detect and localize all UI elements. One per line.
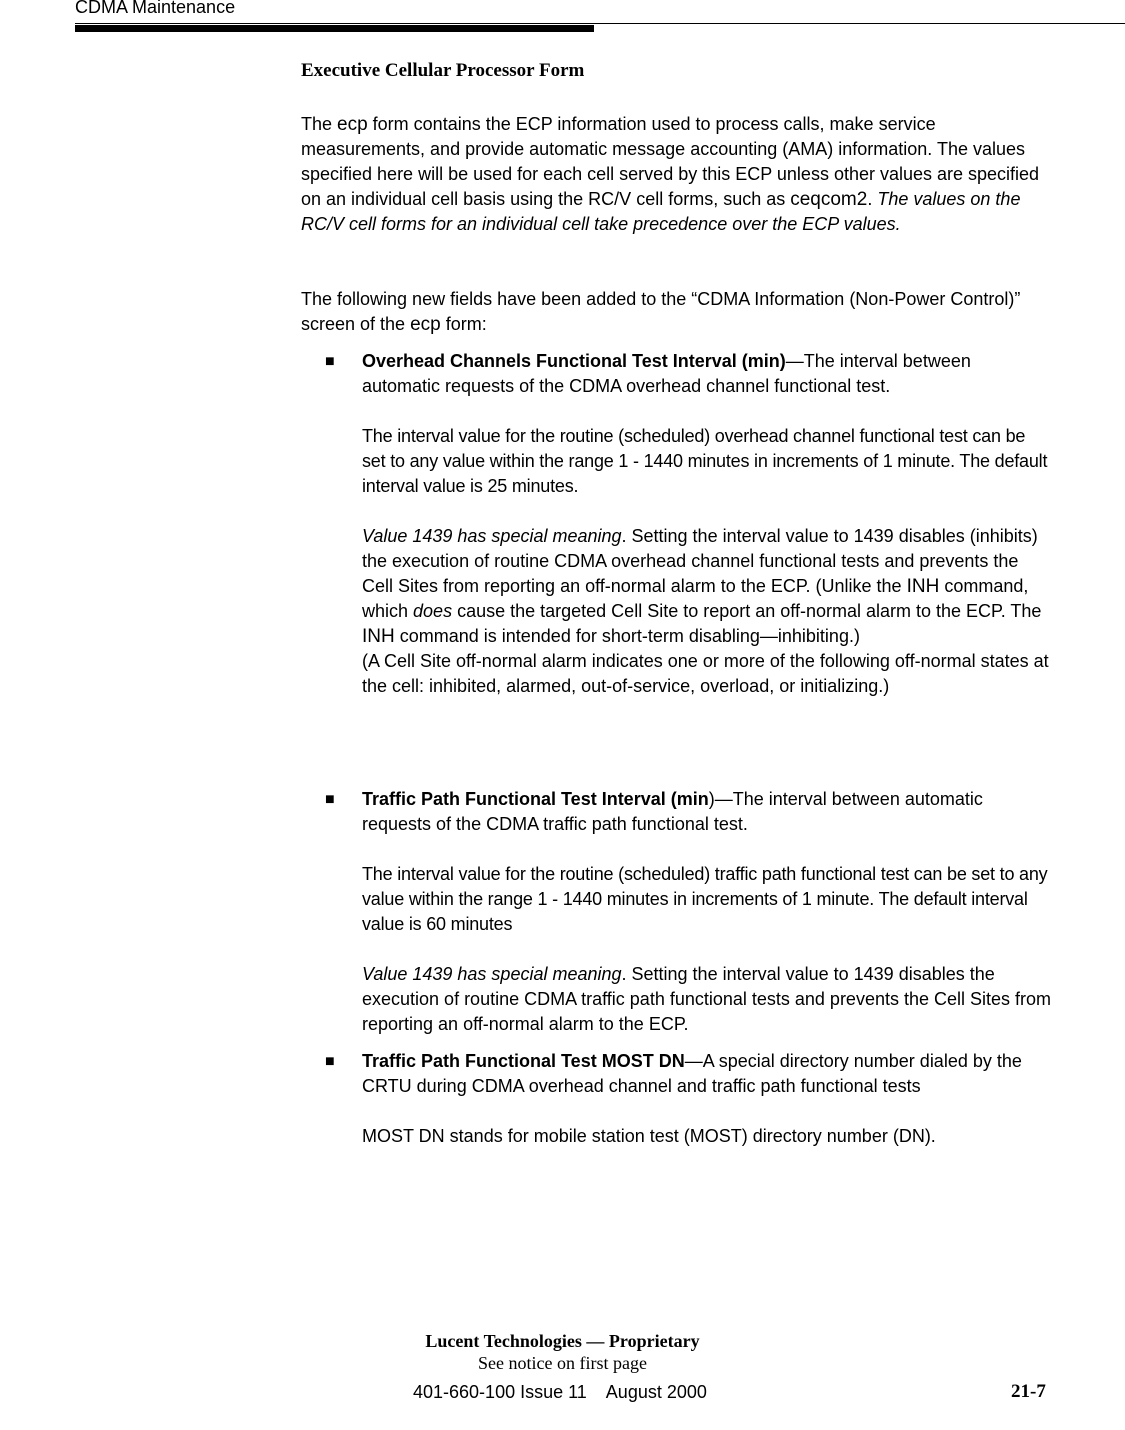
intro-text: . — [867, 189, 878, 209]
intro-emphasis: The values on the RC/V cell forms for an individual cell take precedence over the ECP values. — [301, 189, 1021, 234]
form-name: ecp — [337, 114, 368, 135]
intro-paragraph — [301, 112, 1061, 237]
page-number: 21-7 — [1011, 1381, 1046, 1402]
intro-text: form contains the ECP information used to process calls, make service measurements, and provide automatic message accounting (AMA) information. The values specified here will be used for each cell served by this ECP unless other values are specified on an individual cell basis using the RC/V cell forms, such as — [301, 114, 1040, 209]
paragraph-text: . Setting the interval value to 1439 disables (inhibits) the execution of routine CDMA overhead channel functional tests and prevents the Cell Sites from reporting an off-normal alarm to the ECP. (Unlike the — [362, 526, 1038, 596]
bullet-square-icon: ■ — [325, 791, 335, 808]
paragraph-text: . Setting the interval value to 1439 disables the execution of routine CDMA traffic path functional tests and prevents the Cell Sites from reporting an off-normal alarm to the ECP. — [362, 964, 1052, 1034]
field-name: Traffic Path Functional Test Interval (min — [362, 789, 709, 809]
paragraph-text: command, which — [362, 576, 1029, 621]
intro-text: form: — [440, 314, 487, 334]
bullet-lead — [362, 349, 1052, 399]
emphasis: Value 1439 has special meaning — [362, 526, 622, 546]
section-title: Executive Cellular Processor Form — [301, 60, 585, 81]
footer-notice: See notice on first page — [478, 1353, 647, 1373]
header-bar — [75, 25, 594, 32]
emphasis: Value 1439 has special meaning — [362, 964, 622, 984]
paragraph-text: command is intended for short-term disabling—inhibiting.) — [394, 626, 860, 646]
bullet-square-icon: ■ — [325, 353, 335, 370]
bullet-paragraph: (A Cell Site off-normal alarm indicates one or more of the following off-normal states at the cell: inhibited, alarmed, out-of-service, overload, or initializing.) — [362, 651, 1049, 696]
intro-paragraph — [301, 287, 1061, 337]
form-name: ecp — [410, 314, 441, 335]
command-name: INH — [906, 576, 940, 597]
header-rule — [75, 23, 1125, 24]
list-item — [362, 349, 1052, 699]
bullet-paragraph: MOST DN stands for mobile station test (MOST) directory number (DN). — [362, 1126, 936, 1146]
running-head: CDMA Maintenance — [75, 0, 236, 17]
intro-text: The — [301, 114, 338, 134]
footer-company: Lucent Technologies — Proprietary — [425, 1331, 700, 1351]
bullet-paragraph — [362, 962, 1052, 1037]
intro-text: The following new fields have been added to the “CDMA Information (Non-Power Control)” screen of the — [301, 289, 1021, 334]
field-name: Overhead Channels Functional Test Interval (min) — [362, 351, 786, 371]
bullet-square-icon: ■ — [325, 1053, 335, 1070]
form-name: ceqcom2 — [790, 189, 868, 210]
footer-doc-id: 401-660-100 Issue 11 August 2000 — [413, 1382, 707, 1402]
emphasis: does — [413, 601, 453, 621]
bullet-paragraph: The interval value for the routine (scheduled) traffic path functional test can be set to any value within the range 1 - 1440 minutes in increments of 1 minute. The default interval value is 60 minutes — [362, 864, 1048, 934]
bullet-paragraph: The interval value for the routine (scheduled) overhead channel functional test can be set to any value within the range 1 - 1440 minutes in increments of 1 minute. The default interval value is 25 minutes. — [362, 426, 1048, 496]
list-item — [362, 1049, 1052, 1149]
field-description: )—The interval between automatic requests of the CDMA traffic path functional test. — [362, 789, 983, 834]
field-description: —The interval between automatic requests of the CDMA overhead channel functional test. — [362, 351, 971, 396]
field-description: —A special directory number dialed by the CRTU during CDMA overhead channel and traffic path functional tests — [362, 1051, 1022, 1096]
paragraph-text: cause the targeted Cell Site to report an off-normal alarm to the ECP. The — [452, 601, 1042, 621]
bullet-lead — [362, 787, 1052, 837]
command-name: INH — [362, 626, 395, 647]
bullet-lead — [362, 1049, 1052, 1099]
bullet-paragraph — [362, 524, 1052, 649]
list-item — [362, 787, 1052, 1037]
field-name: Traffic Path Functional Test MOST DN — [362, 1051, 685, 1071]
